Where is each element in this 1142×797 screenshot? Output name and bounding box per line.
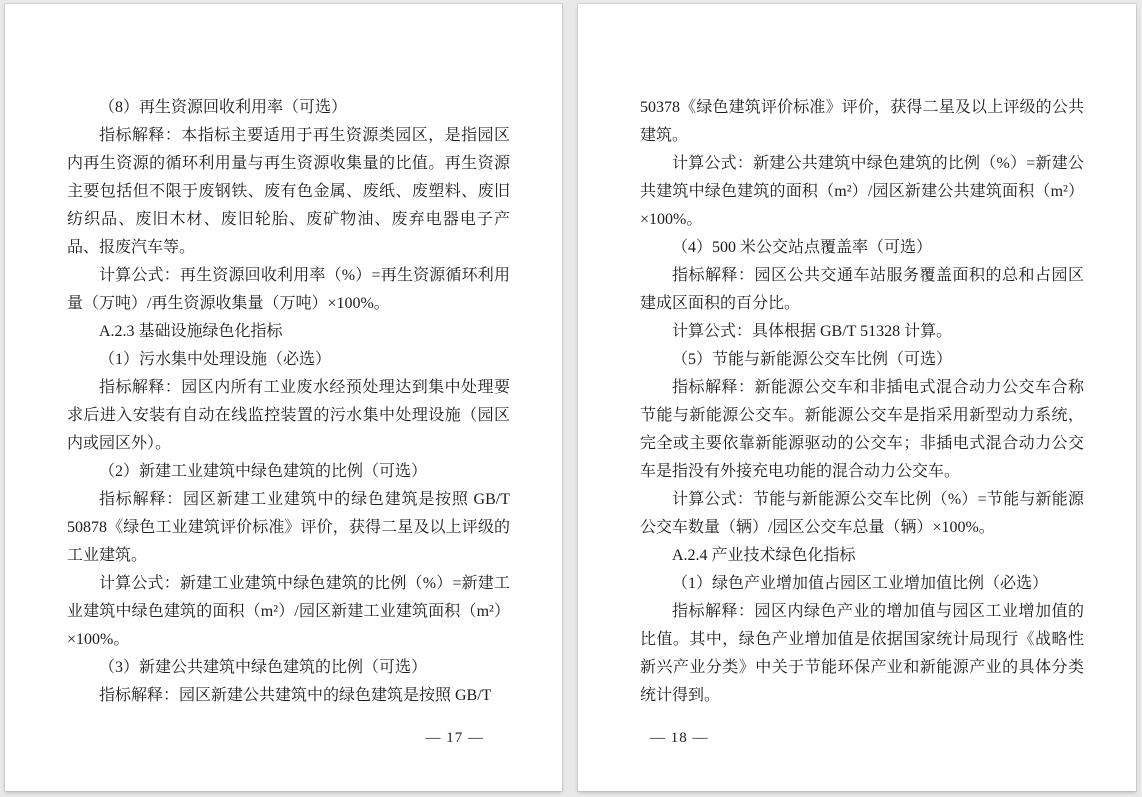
paragraph: 计算公式：再生资源回收利用率（%）=再生资源循环利用量（万吨）/再生资源收集量（万吨）×100%。	[67, 267, 510, 312]
section-heading: A.2.3 基础设施绿色化指标	[99, 323, 283, 340]
item-heading: （1）污水集中处理设施（必选）	[99, 351, 332, 368]
item-heading: （4）500 米公交站点覆盖率（可选）	[672, 239, 933, 256]
paragraph: 计算公式：新建工业建筑中绿色建筑的比例（%）=新建工业建筑中绿色建筑的面积（m²）/园区新建工业建筑面积（m²）×100%。	[67, 575, 510, 648]
paragraph: 指标解释：本指标主要适用于再生资源类园区，是指园区内再生资源的循环利用量与再生资源收集量的比值。再生资源主要包括但不限于废钢铁、废有色金属、废纸、废塑料、废旧纺织品、废旧木材、废旧轮胎、废矿物油、废弃电器电子产品、报废汽车等。	[67, 127, 510, 256]
page-18	[578, 4, 1136, 791]
paragraph: 指标解释：园区内绿色产业的增加值与园区工业增加值的比值。其中，绿色产业增加值是依据国家统计局现行《战略性新兴产业分类》中关于节能环保产业和新能源产业的具体分类统计得到。	[640, 603, 1084, 704]
page-18-text-block	[578, 4, 1136, 710]
paragraph: 指标解释：园区内所有工业废水经预处理达到集中处理要求后进入安装有自动在线监控装置的污水集中处理设施（园区内或园区外）。	[67, 379, 510, 452]
paragraph: 指标解释：园区公共交通车站服务覆盖面积的总和占园区建成区面积的百分比。	[640, 267, 1084, 312]
section-heading: A.2.4 产业技术绿色化指标	[672, 547, 856, 564]
paragraph: 指标解释：新能源公交车和非插电式混合动力公交车合称节能与新能源公交车。新能源公交车是指采用新型动力系统，完全或主要依靠新能源驱动的公交车；非插电式混合动力公交车是指没有外接充电功能的混合动力公交车。	[640, 379, 1084, 480]
paragraph-continuation: 50378《绿色建筑评价标准》评价，获得二星及以上评级的公共建筑。	[640, 99, 1084, 144]
item-heading: （2）新建工业建筑中绿色建筑的比例（可选）	[99, 463, 428, 480]
paragraph: 计算公式：具体根据 GB/T 51328 计算。	[672, 323, 953, 340]
page-number-17: — 17 —	[425, 730, 484, 746]
page-17-text-block	[5, 4, 562, 710]
item-heading: （8）再生资源回收利用率（可选）	[99, 99, 348, 116]
paragraph: 指标解释：园区新建公共建筑中的绿色建筑是按照 GB/T	[99, 687, 492, 704]
paragraph: 计算公式：节能与新能源公交车比例（%）=节能与新能源公交车数量（辆）/园区公交车总量（辆）×100%。	[640, 491, 1084, 536]
item-heading: （1）绿色产业增加值占园区工业增加值比例（必选）	[672, 575, 1049, 592]
item-heading: （5）节能与新能源公交车比例（可选）	[672, 351, 953, 368]
paragraph: 计算公式：新建公共建筑中绿色建筑的比例（%）=新建公共建筑中绿色建筑的面积（m²）/园区新建公共建筑面积（m²）×100%。	[640, 155, 1084, 228]
item-heading: （3）新建公共建筑中绿色建筑的比例（可选）	[99, 659, 428, 676]
page-number-18: — 18 —	[650, 730, 709, 746]
paragraph: 指标解释：园区新建工业建筑中的绿色建筑是按照 GB/T 50878《绿色工业建筑评价标准》评价，获得二星及以上评级的工业建筑。	[67, 491, 510, 564]
page-17	[5, 4, 562, 791]
